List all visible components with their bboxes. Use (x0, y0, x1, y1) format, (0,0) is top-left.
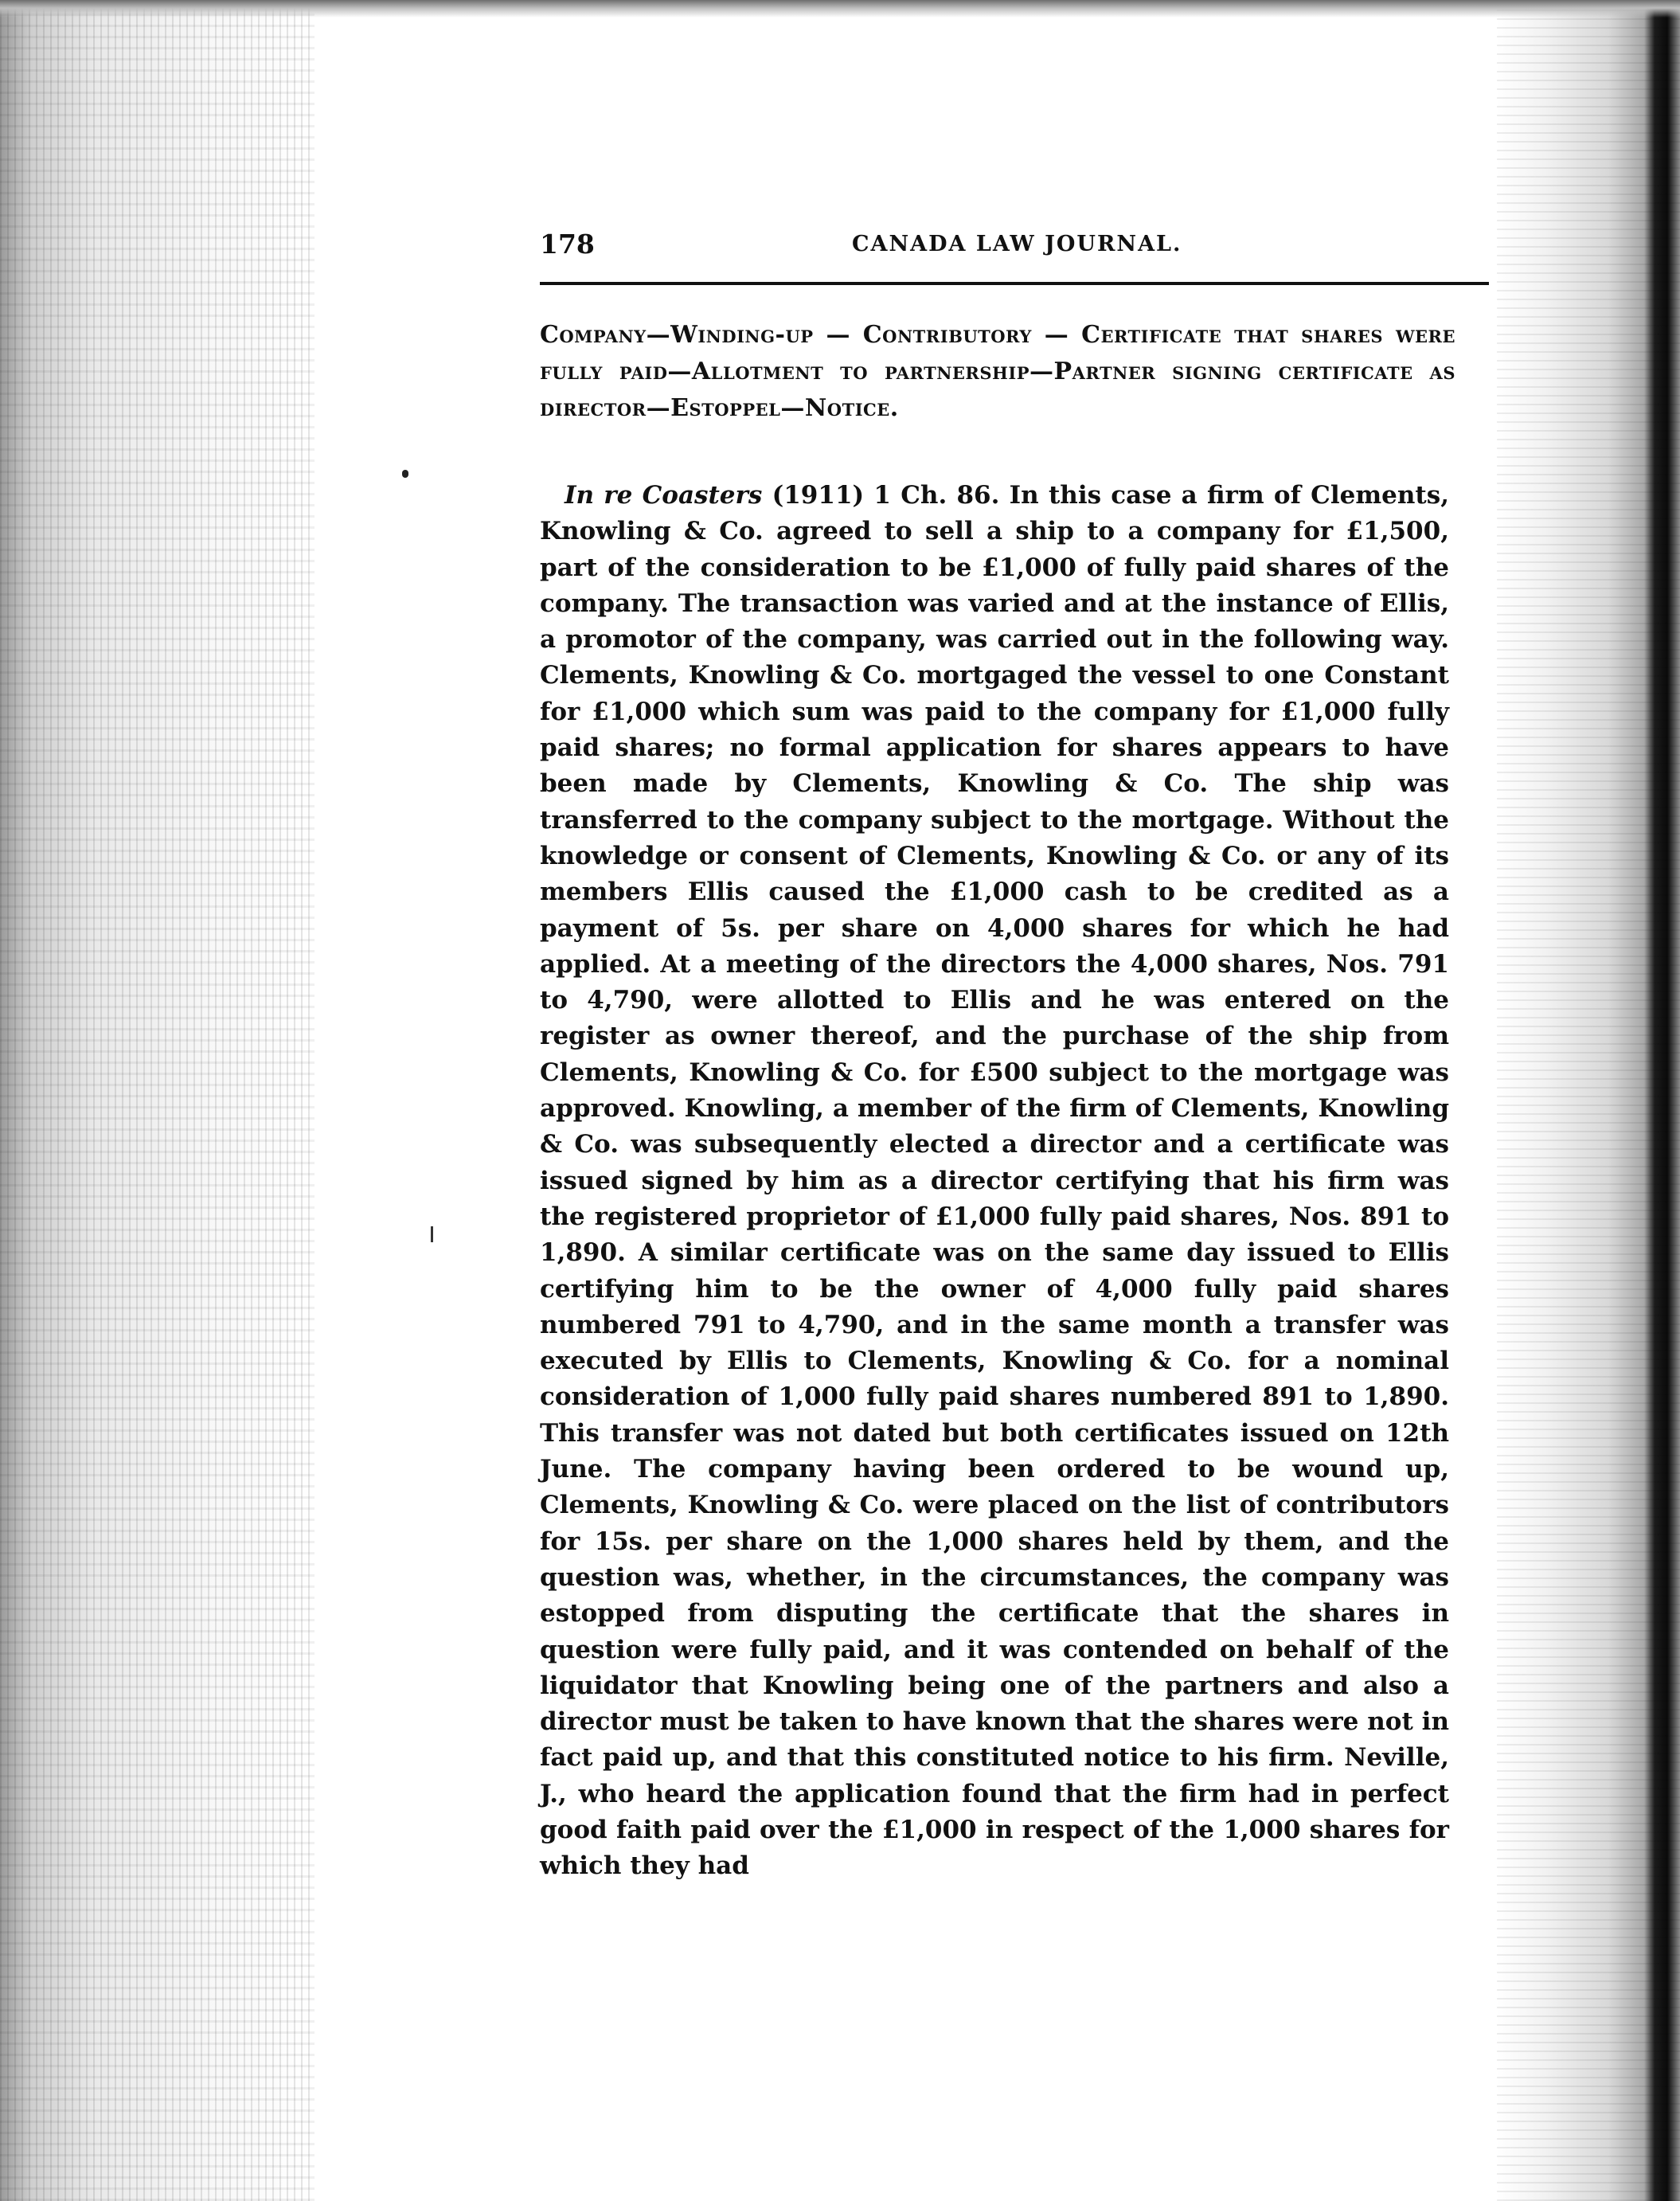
case-summary (540, 478, 1449, 1885)
running-header (540, 229, 1489, 268)
scan-top-edge (0, 0, 1680, 18)
margin-mark (431, 1226, 433, 1242)
margin-dot (402, 470, 408, 478)
scan-binding-right (1497, 0, 1680, 2201)
scan-binding-left (0, 0, 315, 2201)
case-citation: In re Coasters (565, 481, 763, 510)
case-heading: Company—Winding-up — Contributory — Certificate that shares were fully paid—Allotment to partnership—Partner signing certificate as director—Estoppel—Notice. (540, 321, 1455, 422)
case-paragraph (540, 478, 1449, 1885)
paragraph-text: (1911) 1 Ch. 86. In this case a firm of Clements, Knowling & Co. agreed to sell a ship to a company for £1,500, part of the consideration to be £1,000 of fully paid shares of the company. The transaction was varied and at the instance of Ellis, a promotor of the company, was carried out in the following way. Clements, Knowling & Co. mortgaged the vessel to one Constant for £1,000 which sum was paid to the company for £1,000 fully paid shares; no formal application for shares appears to have been made by Clements, Knowling & Co. The ship was transferred to the company subject to the mortgage. Without the knowledge or consent of Clements, Knowling & Co. or any of its members Ellis caused the £1,000 cash to be credited as a payment of 5s. per share on 4,000 shares for which he had applied. At a meeting of the directors the 4,000 shares, Nos. 791 to 4,790, were allotted to Ellis and he was entered on the register as owner thereof, and the purchase of the ship from Clements, Knowling & Co. for £500 subject to the mortgage was approved. Knowling, a member of the firm of Clements, Knowling & Co. was subsequently elected a director and a certificate was issued signed by him as a director certifying that his firm was the registered proprietor of £1,000 fully paid shares, Nos. 891 to 1,890. A similar certificate was on the same day issued to Ellis certifying him to be the owner of 4,000 fully paid shares numbered 791 to 4,790, and in the same month a transfer was executed by Ellis to Clements, Knowling & Co. for a nominal consideration of 1,000 fully paid shares numbered 891 to 1,890. This transfer was not dated but both certificates issued on 12th June. The company having been ordered to be wound up, Clements, Knowling & Co. were placed on the list of contributors for 15s. per share on the 1,000 shares held by them, and the question was, whether, in the circumstances, the company was estopped from disputing the certificate that the shares in question were fully paid, and it was contended on behalf of the liquidator that Knowling being one of the partners and also a director must be taken to have known that the shares were not in fact paid up, and that this constituted notice to his firm. Neville, J., who heard the application found that the firm had in perfect good faith paid over the £1,000 in respect of the 1,000 shares for which they had (540, 481, 1449, 1881)
header-rule (540, 282, 1489, 285)
page-number: 178 (540, 229, 595, 260)
journal-title: CANADA LAW JOURNAL. (852, 232, 1182, 256)
